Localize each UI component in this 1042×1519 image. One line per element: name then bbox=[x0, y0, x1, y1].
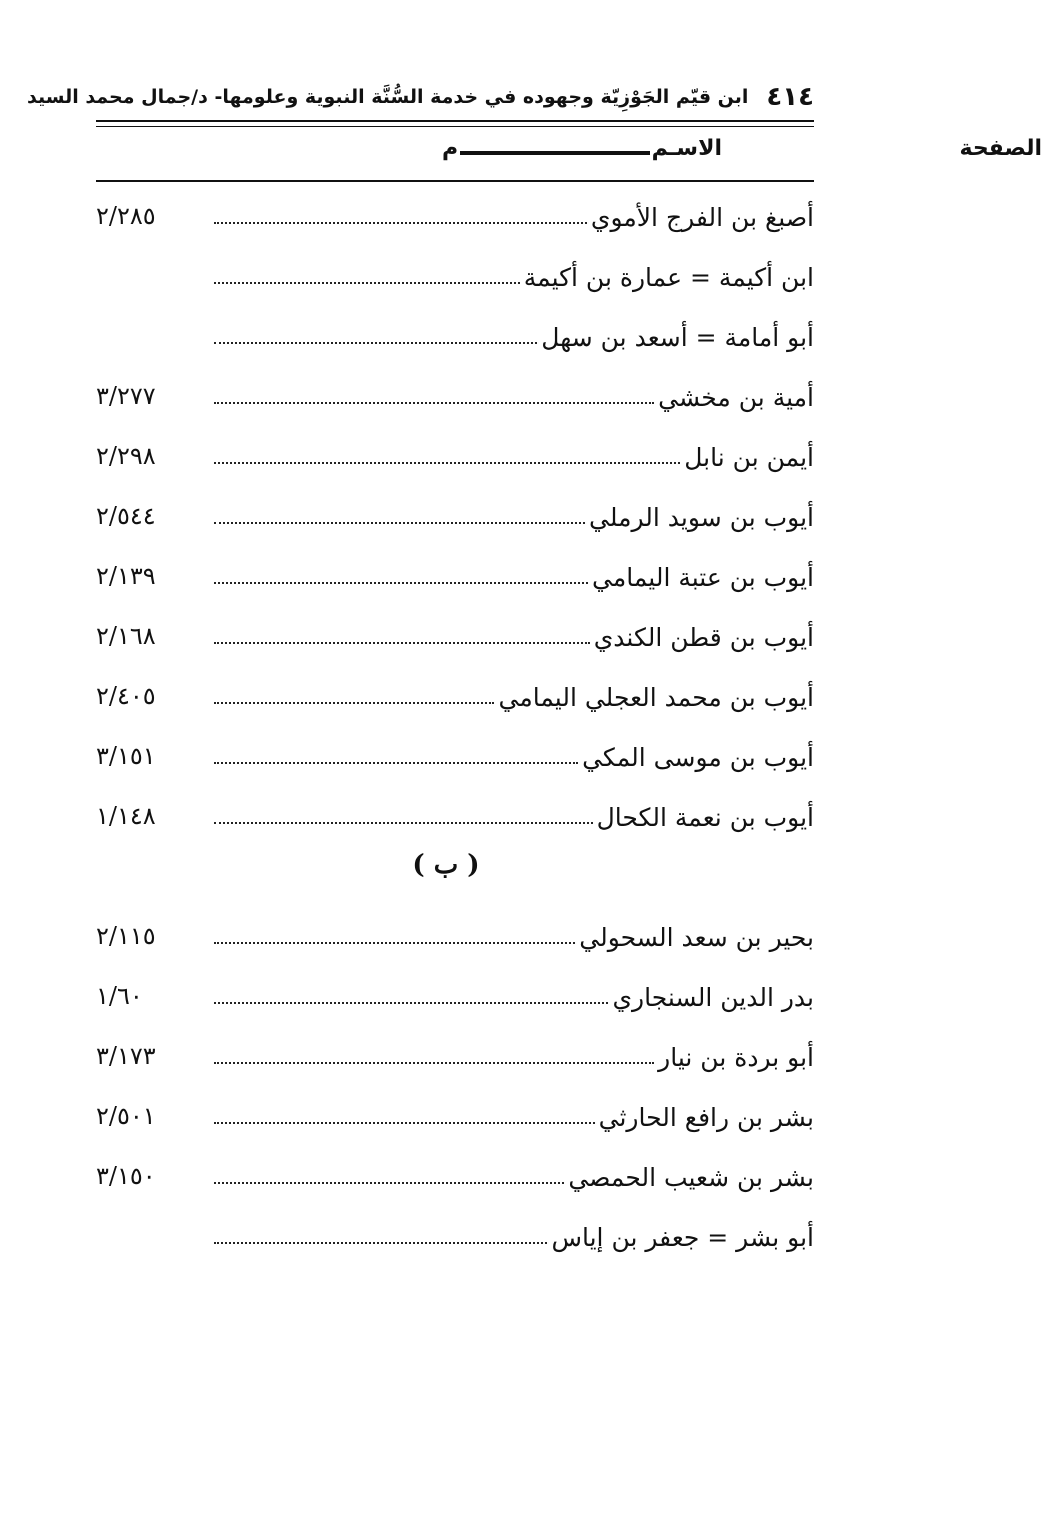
entry-page: ٣/٢٧٧ bbox=[96, 382, 156, 410]
dot-leader bbox=[214, 342, 537, 344]
dot-leader bbox=[214, 822, 593, 824]
index-entry bbox=[96, 372, 814, 412]
entry-name: أيوب بن محمد العجلي اليمامي bbox=[498, 683, 814, 712]
entry-page: ١/٦٠ bbox=[96, 982, 143, 1010]
section-heading-ba: ( ب ) bbox=[412, 850, 480, 880]
page-column-header: الصفحة bbox=[959, 136, 1042, 161]
dot-leader bbox=[214, 462, 680, 464]
running-header bbox=[27, 78, 814, 116]
index-entry bbox=[96, 792, 814, 832]
index-entry bbox=[96, 912, 814, 952]
entry-name: أيوب بن سويد الرملي bbox=[589, 503, 814, 532]
entry-page: ٢/٥٠١ bbox=[96, 1102, 156, 1130]
entry-name: أبو بشر = جعفر بن إياس bbox=[551, 1223, 814, 1252]
entry-name: أيمن بن نابل bbox=[684, 443, 814, 472]
entry-name: بدر الدين السنجاري bbox=[612, 983, 814, 1012]
entry-name: بشر بن رافع الحارثي bbox=[598, 1103, 814, 1132]
entry-name: أمية بن مخشي bbox=[658, 383, 814, 412]
dot-leader bbox=[214, 762, 578, 764]
entry-page: ٢/١٣٩ bbox=[96, 562, 156, 590]
entry-name: أيوب بن موسى المكي bbox=[582, 743, 814, 772]
header-rule bbox=[96, 120, 814, 122]
index-entry bbox=[96, 1152, 814, 1192]
dot-leader bbox=[214, 1182, 564, 1184]
index-entry bbox=[96, 192, 814, 232]
entry-page bbox=[96, 350, 200, 352]
index-entry bbox=[96, 732, 814, 772]
index-entry bbox=[96, 312, 814, 352]
book-title: ابن قيّم الجَوْزِيّة وجهوده في خدمة السُّنَّة النبوية وعلومها- د/جمال محمد السيد bbox=[27, 86, 749, 108]
index-entry bbox=[96, 672, 814, 712]
index-entry bbox=[96, 612, 814, 652]
dot-leader bbox=[214, 522, 585, 524]
entry-page: ٣/١٧٣ bbox=[96, 1042, 156, 1070]
dot-leader bbox=[214, 942, 575, 944]
entry-name: أيوب بن نعمة الكحال bbox=[596, 803, 814, 832]
entry-name: أبو بردة بن نيار bbox=[658, 1043, 814, 1072]
entry-name: بشر بن شعيب الحمصي bbox=[568, 1163, 814, 1192]
dot-leader bbox=[214, 282, 520, 284]
entry-page: ٢/١٦٨ bbox=[96, 622, 156, 650]
entry-name: بحير بن سعد السحولي bbox=[579, 923, 814, 952]
entry-page: ٢/٤٠٥ bbox=[96, 682, 156, 710]
dot-leader bbox=[214, 642, 590, 644]
entry-name: أيوب بن عتبة اليمامي bbox=[592, 563, 814, 592]
dot-leader bbox=[214, 702, 494, 704]
entry-page: ٢/٢٩٨ bbox=[96, 442, 156, 470]
index-entry bbox=[96, 552, 814, 592]
index-entry bbox=[96, 492, 814, 532]
dot-leader bbox=[214, 1122, 595, 1124]
header-rule-thin bbox=[96, 126, 814, 127]
entry-name: ابن أكيمة = عمارة بن أكيمة bbox=[523, 263, 814, 292]
entry-page: ٣/١٥٠ bbox=[96, 1162, 156, 1190]
index-entry bbox=[96, 1212, 814, 1252]
index-entry bbox=[96, 432, 814, 472]
name-column-label: الاسـم bbox=[651, 136, 722, 161]
page-number: ٤١٤ bbox=[766, 82, 814, 112]
dot-leader bbox=[214, 582, 588, 584]
index-entry bbox=[96, 1032, 814, 1072]
dot-leader bbox=[214, 1242, 547, 1244]
entry-page bbox=[96, 1250, 200, 1252]
column-header-rule bbox=[96, 180, 814, 182]
dot-leader bbox=[214, 1062, 654, 1064]
name-column-end: م bbox=[442, 136, 459, 161]
entry-name: أبو أمامة = أسعد بن سهل bbox=[541, 323, 814, 352]
entry-page bbox=[96, 290, 200, 292]
entry-page: ٢/١١٥ bbox=[96, 922, 156, 950]
index-entry bbox=[96, 972, 814, 1012]
dot-leader bbox=[214, 1002, 608, 1004]
dot-leader bbox=[214, 222, 587, 224]
entry-name: أصبغ بن الفرج الأموي bbox=[590, 203, 814, 232]
index-entry bbox=[96, 252, 814, 292]
entry-page: ٢/٢٨٥ bbox=[96, 202, 156, 230]
dot-leader bbox=[214, 402, 654, 404]
entry-page: ٣/١٥١ bbox=[96, 742, 156, 770]
entry-name: أيوب بن قطن الكندي bbox=[593, 623, 814, 652]
entry-page: ١/١٤٨ bbox=[96, 802, 156, 830]
entry-page: ٢/٥٤٤ bbox=[96, 502, 156, 530]
index-entry bbox=[96, 1092, 814, 1132]
